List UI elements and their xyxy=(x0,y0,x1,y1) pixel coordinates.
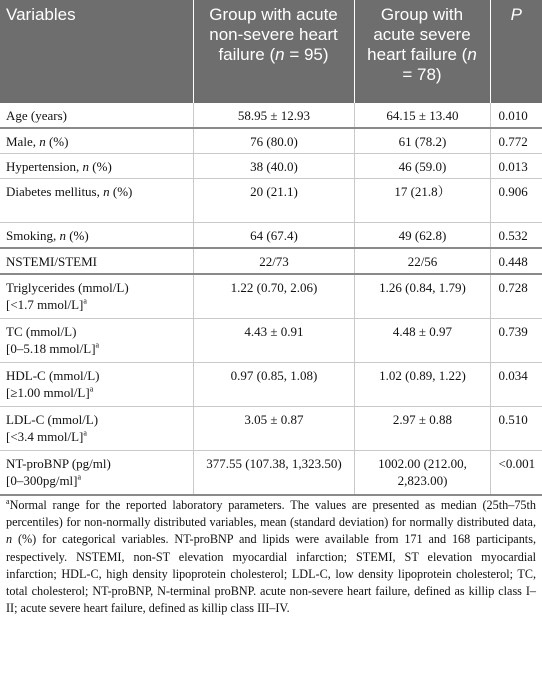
cell-severe: 17 (21.8） xyxy=(354,179,490,223)
cell-non-severe: 20 (21.1) xyxy=(193,179,354,223)
row-label: Male, n (%) xyxy=(0,128,193,154)
table-row xyxy=(0,179,542,223)
table-body xyxy=(0,103,542,495)
table-row xyxy=(0,362,542,406)
row-label: HDL-C (mmol/L) [≥1.00 mmol/L]$^a$ xyxy=(0,362,193,406)
row-label: Diabetes mellitus, n (%) xyxy=(0,179,193,223)
table-row xyxy=(0,274,542,318)
table-row xyxy=(0,154,542,179)
cell-non-severe: 0.97 (0.85, 1.08) xyxy=(193,362,354,406)
cell-non-severe: 377.55 (107.38, 1,323.50) xyxy=(193,450,354,495)
cell-non-severe: 64 (67.4) xyxy=(193,223,354,249)
cell-severe: 1.26 (0.84, 1.79) xyxy=(354,274,490,318)
table-row xyxy=(0,223,542,249)
cell-severe: 1.02 (0.89, 1.22) xyxy=(354,362,490,406)
header-variables: Variables xyxy=(0,0,193,103)
cell-p: 0.772 xyxy=(490,128,542,154)
cell-non-severe: 58.95 ± 12.93 xyxy=(193,103,354,128)
cell-severe: 64.15 ± 13.40 xyxy=(354,103,490,128)
table-row xyxy=(0,318,542,362)
cell-p: 0.010 xyxy=(490,103,542,128)
table-row xyxy=(0,450,542,495)
table-row xyxy=(0,248,542,274)
row-label: Age (years) xyxy=(0,103,193,128)
row-label: LDL-C (mmol/L) [<3.4 mmol/L]$^a$ xyxy=(0,406,193,450)
row-label: TC (mmol/L) [0–5.18 mmol/L]$^a$ xyxy=(0,318,193,362)
row-label: Smoking, n (%) xyxy=(0,223,193,249)
cell-severe: 4.48 ± 0.97 xyxy=(354,318,490,362)
cell-p: 0.739 xyxy=(490,318,542,362)
header-p-value: P xyxy=(490,0,542,103)
cell-p: 0.510 xyxy=(490,406,542,450)
cell-non-severe: 22/73 xyxy=(193,248,354,274)
cell-severe: 46 (59.0) xyxy=(354,154,490,179)
table-row xyxy=(0,128,542,154)
row-label: Hypertension, n (%) xyxy=(0,154,193,179)
cell-severe: 61 (78.2) xyxy=(354,128,490,154)
footnote-marker: a xyxy=(6,496,10,506)
table-row xyxy=(0,406,542,450)
cell-p: 0.728 xyxy=(490,274,542,318)
header-group-severe: Group with acute severe heart failure (n = 78) xyxy=(354,0,490,103)
row-label: NSTEMI/STEMI xyxy=(0,248,193,274)
cell-non-severe: 1.22 (0.70, 2.06) xyxy=(193,274,354,318)
cell-p: 0.013 xyxy=(490,154,542,179)
header-group-non-severe: Group with acute non-severe heart failure (n = 95) xyxy=(193,0,354,103)
cell-severe: 2.97 ± 0.88 xyxy=(354,406,490,450)
cell-p: 0.034 xyxy=(490,362,542,406)
cell-non-severe: 4.43 ± 0.91 xyxy=(193,318,354,362)
cell-p: 0.448 xyxy=(490,248,542,274)
table-header xyxy=(0,0,542,103)
row-label: NT-proBNP (pg/ml) $[0-300pg/ml]^a$ xyxy=(0,450,193,495)
table-row xyxy=(0,103,542,128)
cell-non-severe: 38 (40.0) xyxy=(193,154,354,179)
cell-p: 0.532 xyxy=(490,223,542,249)
row-label: Triglycerides (mmol/L) [<1.7 mmol/L]$^a$ xyxy=(0,274,193,318)
cell-non-severe: 76 (80.0) xyxy=(193,128,354,154)
cell-p: <0.001 xyxy=(490,450,542,495)
cell-non-severe: 3.05 ± 0.87 xyxy=(193,406,354,450)
cell-severe: 22/56 xyxy=(354,248,490,274)
cell-severe: 1002.00 (212.00, 2,823.00) xyxy=(354,450,490,495)
table-footnote: $^a$Normal range for the reported laboratory parameters. The values are presented as median (25th–75th percentiles) for non-normally distributed variables, mean (standard deviation) for normally distributed data, n (%) for categorical variables. NT-proBNP and lipids were available from 171 and 168 participants, respectively. NSTEMI, non-ST elevation myocardial infarction; STEMI, ST elevation myocardial infarction; HDL-C, high density lipoprotein cholesterol; LDL-C, low density lipoprotein cholesterol; TC, total cholesterol; NT-proBNP, N-terminal proBNP. acute non-severe heart failure, defined as killip class I–II; acute severe heart failure, defined as killip class III–IV. xyxy=(6,496,536,616)
cell-p: 0.906 xyxy=(490,179,542,223)
cell-severe: 49 (62.8) xyxy=(354,223,490,249)
